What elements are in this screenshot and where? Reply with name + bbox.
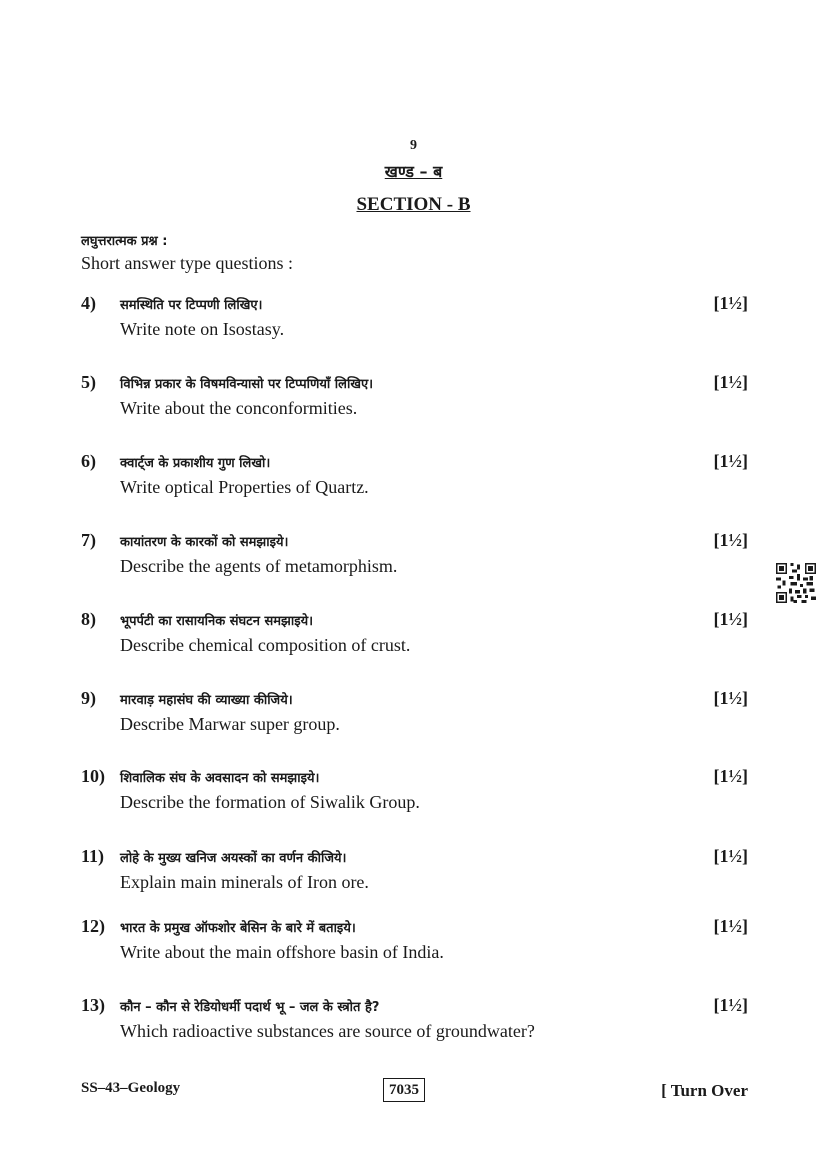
page-number: 9 [410,138,417,153]
question-item [81,688,748,744]
question-number: 13) [81,995,105,1015]
question-english: Describe the formation of Siwalik Group. [120,792,420,812]
question-number: 9) [81,688,96,708]
question-hindi: समस्थिति पर टिप्पणी लिखिए। [120,298,263,313]
question-hindi: भारत के प्रमुख ऑफशोर बेसिन के बारे में बताइये। [120,921,356,936]
footer-turn-over: [ Turn Over [661,1081,748,1100]
question-item [81,995,748,1051]
question-hindi: कायांतरण के कारकों को समझाइये। [120,535,289,550]
question-hindi: शिवालिक संघ के अवसादन को समझाइये। [120,771,320,786]
question-number: 4) [81,293,96,313]
question-item [81,451,748,507]
question-hindi: मारवाड़ महासंघ की व्याख्या कीजिये। [120,693,293,708]
question-item [81,916,748,972]
question-english: Write note on Isostasy. [120,319,285,339]
question-item [81,293,748,349]
question-marks: [1½] [713,995,748,1015]
intro-hindi: लघुत्तरात्मक प्रश्न : [81,234,168,249]
question-item [81,372,748,428]
question-marks: [1½] [713,846,748,866]
section-heading-hindi-text: खण्ड – ब [384,162,443,181]
intro-english: Short answer type questions : [81,253,293,273]
question-hindi: क्वार्ट्ज के प्रकाशीय गुण लिखो। [120,456,271,471]
question-number: 12) [81,916,105,936]
question-number: 5) [81,372,96,392]
question-english: Explain main minerals of Iron ore. [120,872,369,892]
question-english: Write optical Properties of Quartz. [120,477,369,497]
question-marks: [1½] [713,451,748,471]
question-english: Describe the agents of metamorphism. [120,556,398,576]
footer-paper-number: 7035 [383,1078,425,1102]
question-number: 11) [81,846,105,866]
question-english: Which radioactive substances are source of groundwater? [120,1021,535,1041]
question-marks: [1½] [713,766,748,786]
qr-code-icon [776,563,816,603]
question-marks: [1½] [713,609,748,629]
question-number: 10) [81,766,105,786]
question-hindi: विभिन्न प्रकार के विषमविन्यासो पर टिप्पणियाँ लिखिए। [120,377,374,392]
question-hindi: कौन – कौन से रेडियोधर्मी पदार्थ भू – जल के स्त्रोत है? [120,1000,380,1015]
question-marks: [1½] [713,293,748,313]
question-hindi: भूपर्पटी का रासायनिक संघटन समझाइये। [120,614,314,629]
question-item [81,609,748,665]
question-item [81,766,748,822]
question-english: Describe chemical composition of crust. [120,635,411,655]
footer-subject-code: SS–43–Geology [81,1080,181,1096]
question-number: 7) [81,530,96,550]
question-english: Write about the conconformities. [120,398,358,418]
section-heading-hindi [0,160,827,182]
question-item [81,846,748,902]
question-number: 8) [81,609,96,629]
question-item [81,530,748,586]
section-title [0,194,827,216]
section-title-text: SECTION - B [356,194,471,215]
question-english: Write about the main offshore basin of India. [120,942,444,962]
question-marks: [1½] [713,688,748,708]
question-number: 6) [81,451,96,471]
question-marks: [1½] [713,530,748,550]
question-hindi: लोहे के मुख्य खनिज अयस्कों का वर्णन कीजिये। [120,851,347,866]
question-english: Describe Marwar super group. [120,714,340,734]
question-marks: [1½] [713,372,748,392]
question-marks: [1½] [713,916,748,936]
